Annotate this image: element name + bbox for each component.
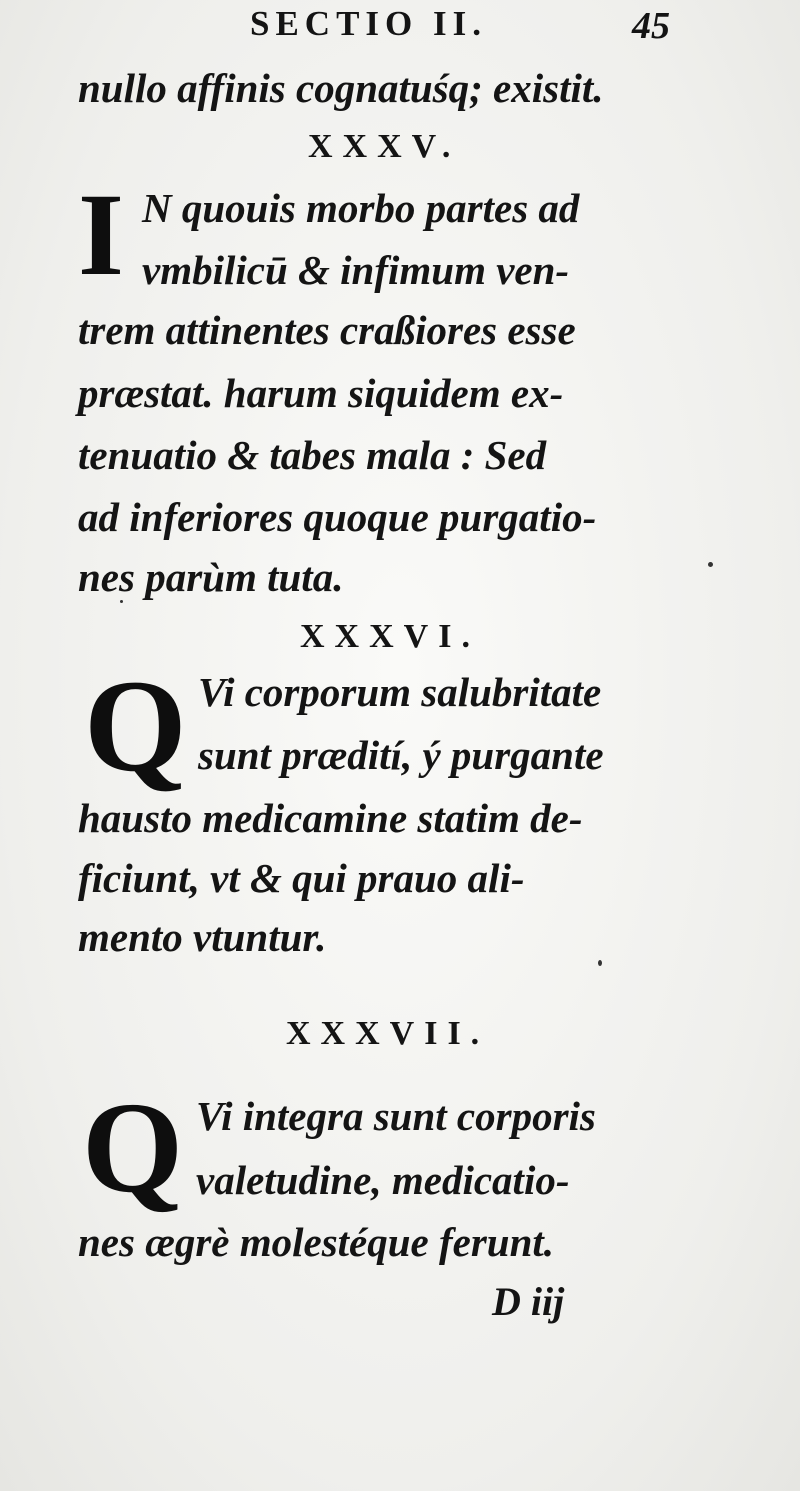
text-line: tenuatio & tabes mala : Sed [78, 432, 547, 478]
running-head: SECTIO II. [250, 4, 488, 43]
aphorism-number: XXXV. [308, 128, 461, 165]
text-line: mento vtuntur. [78, 914, 327, 960]
drop-cap-initial: Q [82, 1076, 184, 1220]
opening-line: nullo affinis cognatuśq; existit. [78, 65, 604, 111]
text-line: ad inferiores quoque purgatio- [78, 494, 597, 540]
text-line: Vi integra sunt corporis [196, 1093, 596, 1139]
text-line: vmbilicū & infimum ven- [142, 247, 570, 293]
catchword-signature: D iij [492, 1279, 565, 1324]
text-line: ficiunt, vt & qui prauo ali- [78, 855, 525, 901]
text-line: præstat. harum siquidem ex- [78, 370, 564, 416]
text-line: N quouis morbo partes ad [142, 185, 580, 231]
text-line: Vi corporum salubritate [198, 669, 602, 715]
page-header [0, 4, 800, 47]
ink-speck [120, 600, 123, 603]
aphorism-number: XXXVI. [300, 618, 480, 655]
drop-cap-initial: Q [84, 652, 187, 799]
text-line: hausto medicamine statim de- [78, 795, 583, 841]
text-line: valetudine, medicatio- [196, 1157, 570, 1203]
text-line: nes parùm tuta. [78, 554, 344, 600]
aphorism-number: XXXVII. [286, 1015, 490, 1052]
text-line: trem attinentes craßiores esse [78, 307, 576, 353]
text-line: nes ægrè molestéque ferunt. [78, 1219, 555, 1265]
text-line: sunt prædití, ý purgante [198, 732, 604, 778]
ink-speck [708, 562, 713, 567]
drop-cap-initial: I [78, 169, 124, 300]
page-number: 45 [632, 5, 670, 47]
ink-speck [598, 960, 602, 966]
